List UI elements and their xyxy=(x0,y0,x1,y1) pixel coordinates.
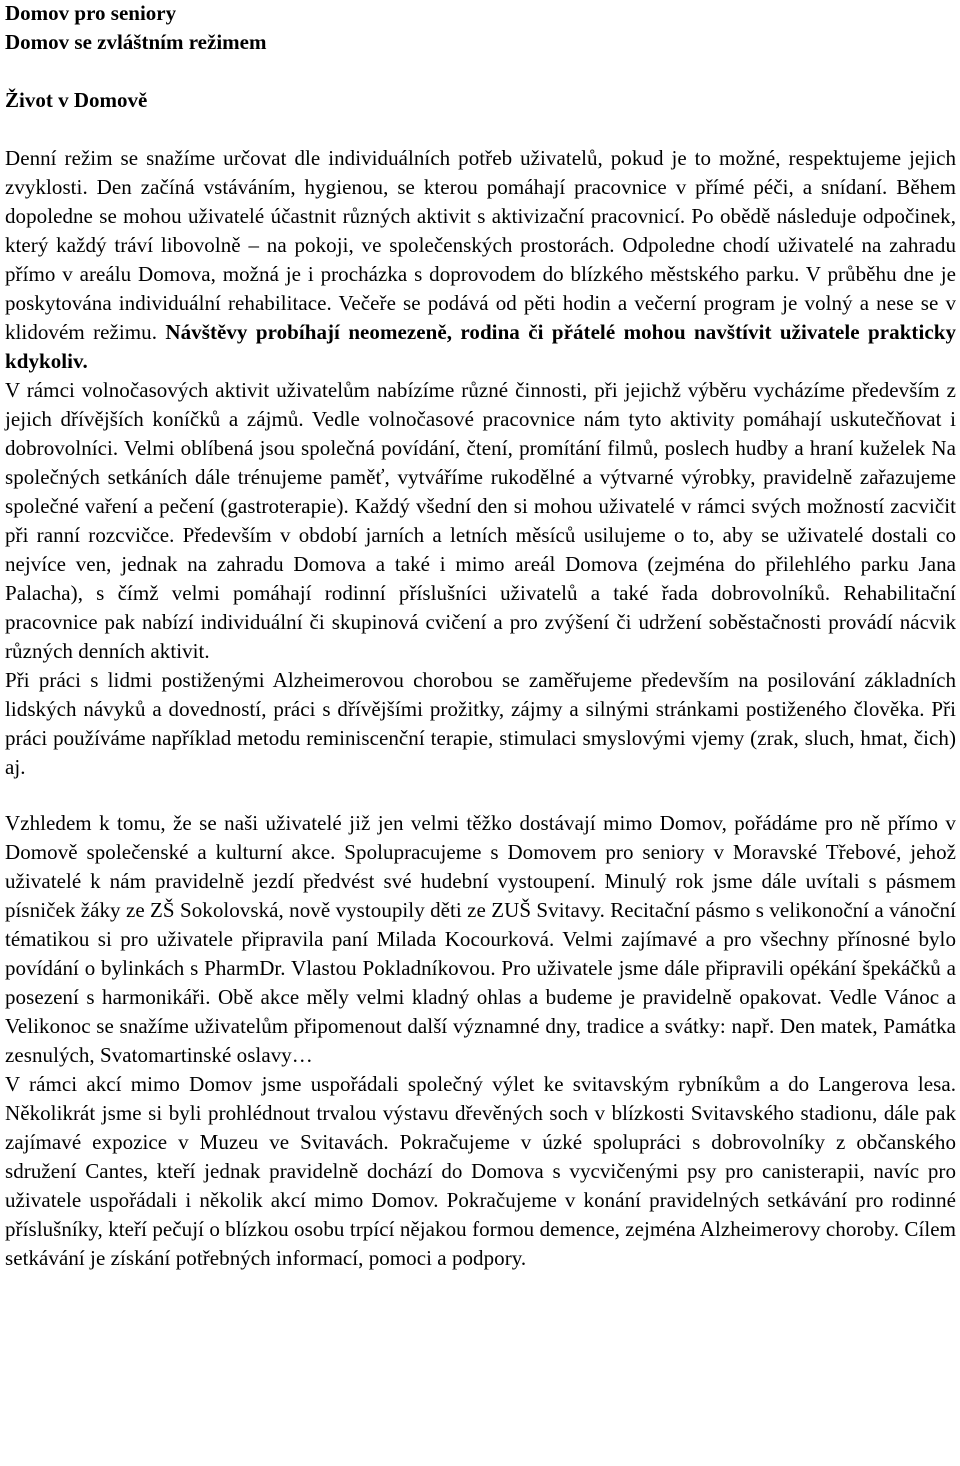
spacer xyxy=(5,782,956,809)
paragraph-leisure-activities: V rámci volnočasových aktivit uživatelům nabízíme různé činnosti, při jejichž výběru vycházíme především z jejich dřívějších koníčků a zájmů. Vedle volnočasové pracovnice nám tyto aktivity pomáhají uskutečňovat i dobrovolníci. Velmi oblíbená jsou společná povídání, čtení, promítání filmů, poslech hudby a hraní kuželek Na společných setkáních dále trénujeme paměť, vytváříme rukodělné a výtvarné výrobky, pravidelně zařazujeme společné vaření a pečení (gastroterapie). Každý všední den si mohou uživatelé v rámci svých možností zacvičit při ranní rozcvičce. Především v období jarních a letních měsíců usilujeme o to, aby se uživatelé dostali co nejvíce ven, jednak na zahradu Domova a také i mimo areál Domova (zejména do přilehlého parku Jana Palacha), s čímž velmi pomáhají rodinní příslušníci uživatelů a také řada dobrovolníků. Rehabilitační pracovnice pak nabízí individuální či skupinová cvičení a pro zvýšení či udržení soběstačnosti provádí nácvik různých denních aktivit. xyxy=(5,378,956,663)
paragraph-alzheimer-care: Při práci s lidmi postiženými Alzheimerovou chorobou se zaměřujeme především na posilování základních lidských návyků a dovedností, práci s dřívějšími prožitky, zájmy a silnými stránkami postiženého člověka. Při práci používáme například metodu reminiscenční terapie, stimulaci smyslovými vjemy (zrak, sluch, hmat, čich) aj. xyxy=(5,668,956,779)
paragraph-outside-activities: V rámci akcí mimo Domov jsme uspořádali společný výlet ke svitavským rybníkům a do Langerova lesa. Několikrát jsme si byli prohlédnout trvalou výstavu dřevěných soch v blízkosti Svitavského stadionu, dále pak zajímavé expozice v Muzeu ve Svitavách. Pokračujeme v úzké spolupráci s dobrovolníky z občanského sdružení Cantes, kteří jednak pravidelně dochází do Domova s vycvičenými psy pro canisterapii, navíc pro uživatele uspořádali i několik akcí mimo Domov. Pokračujeme v konání pravidelných setkávání pro rodinné příslušníky, kteří pečují o blízkou osobu trpící nějakou formou demence, zejména Alzheimerovy choroby. Cílem setkávání je získání potřebných informací, pomoci a podpory. xyxy=(5,1072,956,1270)
paragraph-daily-routine-text: Denní režim se snažíme určovat dle individuálních potřeb uživatelů, pokud je to možné, respektujeme jejich zvyklosti. Den začíná vstáváním, hygienou, se kterou pomáhají pracovnice v přímé péči, a snídaní. Během dopoledne se mohou uživatelé účastnit různých aktivit s aktivizační pracovnicí. Po obědě následuje odpočinek, který každý tráví libovolně – na pokoji, ve společenských prostorách. Odpoledne chodí uživatelé na zahradu přímo v areálu Domova, možná je i procházka s doprovodem do blízkého městského parku. V průběhu dne je poskytována individuální rehabilitace. Večeře se podává od pěti hodin a večerní program je volný a nese se v klidovém režimu. xyxy=(5,146,956,344)
section-title: Život v Domově xyxy=(5,88,148,112)
visits-emphasis: Návštěvy probíhají neomezeně, rodina či přátelé mohou navštívit uživatele prakticky kdykoliv. xyxy=(5,320,956,373)
paragraph-cultural-events: Vzhledem k tomu, že se naši uživatelé již jen velmi těžko dostávají mimo Domov, pořádáme pro ně přímo v Domově společenské a kulturní akce. Spolupracujeme s Domovem pro seniory v Moravské Třebové, jehož uživatelé k nám pravidelně jezdí předvést své hudební vystoupení. Minulý rok jsme dále uvítali s pásmem písniček žáky ze ZŠ Sokolovská, nově vystoupily děti ze ZUŠ Svitavy. Recitační pásmo s velikonoční a vánoční tématikou si pro uživatele připravila paní Milada Kocourková. Velmi zajímavé a pro všechny přínosné bylo povídání o bylinkách s PharmDr. Vlastou Pokladníkovou. Pro uživatele jsme dále připravili opékání špekáčků a posezení s harmonikáři. Obě akce měly velmi kladný ohlas a budeme je pravidelně opakovat. Vedle Vánoc a Velikonoc se snažíme uživatelům připomenout další významné dny, tradice a svátky: např. Den matek, Památka zesnulých, Svatomartinské oslavy… xyxy=(5,811,956,1067)
organization-name: Domov pro seniory xyxy=(5,1,177,25)
organization-subtitle: Domov se zvláštním režimem xyxy=(5,30,267,54)
paragraph-daily-routine xyxy=(5,144,956,376)
spacer xyxy=(5,57,956,86)
spacer xyxy=(5,115,956,144)
